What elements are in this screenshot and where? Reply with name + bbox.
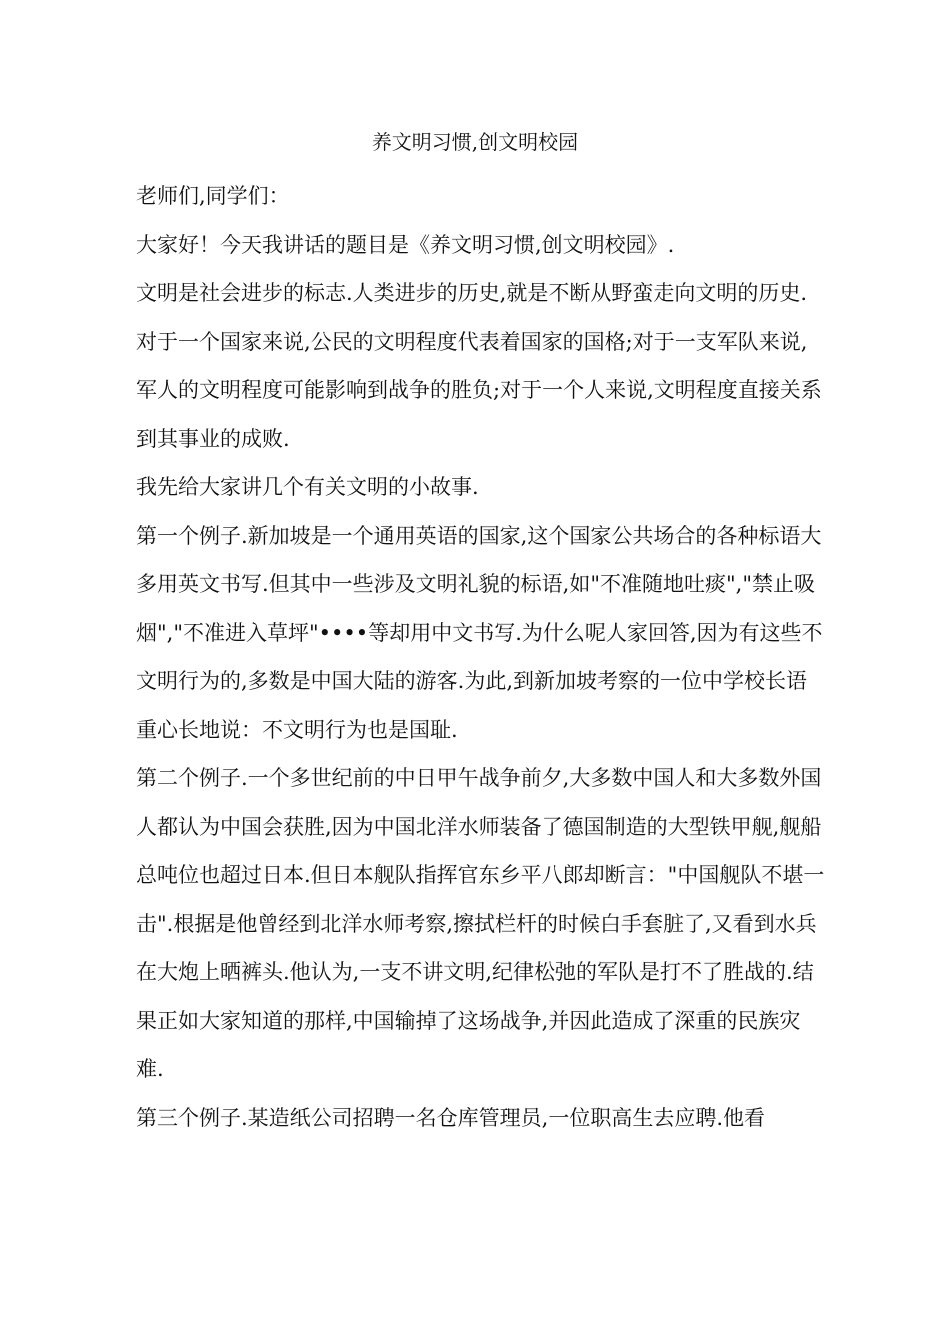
document-title: 养文明习惯,创文明校园 xyxy=(371,130,579,154)
opening-paragraph: 大家好！今天我讲话的题目是《养文明习惯,创文明校园》. xyxy=(136,232,675,257)
document-body xyxy=(136,172,826,1142)
stories-intro-paragraph: 我先给大家讲几个有关文明的小故事. xyxy=(136,475,479,499)
greeting-paragraph: 老师们,同学们： xyxy=(136,184,290,208)
example-three-paragraph: 第三个例子.某造纸公司招聘一名仓库管理员,一位职高生去应聘.他看 xyxy=(136,1105,766,1130)
example-one-paragraph: 第一个例子.新加坡是一个通用英语的国家,这个国家公共场合的各种标语大多用英文书写.但其中一些涉及文明礼貌的标语,如"不准随地吐痰","禁止吸烟","不准进入草坪"••••等却用中文书写.为什么呢人家回答,因为有这些不文明行为的,多数是中国大陆的游客.为此,到新加坡考察的一位中学校长语重心长地说：不文明行为也是国耻. xyxy=(136,523,823,742)
example-two-paragraph: 第二个例子.一个多世纪前的中日甲午战争前夕,大多数中国人和大多数外国人都认为中国会获胜,因为中国北洋水师装备了德国制造的大型铁甲舰,舰船总吨位也超过日本.但日本舰队指挥官东乡平八郎却断言："中国舰队不堪一击".根据是他曾经到北洋水师考察,擦拭栏杆的时候白手套脏了,又看到水兵在大炮上晒裤头.他认为,一支不讲文明,纪律松弛的军队是打不了胜战的.结果正如大家知道的那样,中国输掉了这场战争,并因此造成了深重的民族灾难. xyxy=(136,766,825,1081)
civilization-paragraph: 文明是社会进步的标志.人类进步的历史,就是不断从野蛮走向文明的历史.对于一个国家来说,公民的文明程度代表着国家的国格;对于一支军队来说,军人的文明程度可能影响到战争的胜负;对于一个人来说,文明程度直接关系到其事业的成败. xyxy=(136,281,822,451)
